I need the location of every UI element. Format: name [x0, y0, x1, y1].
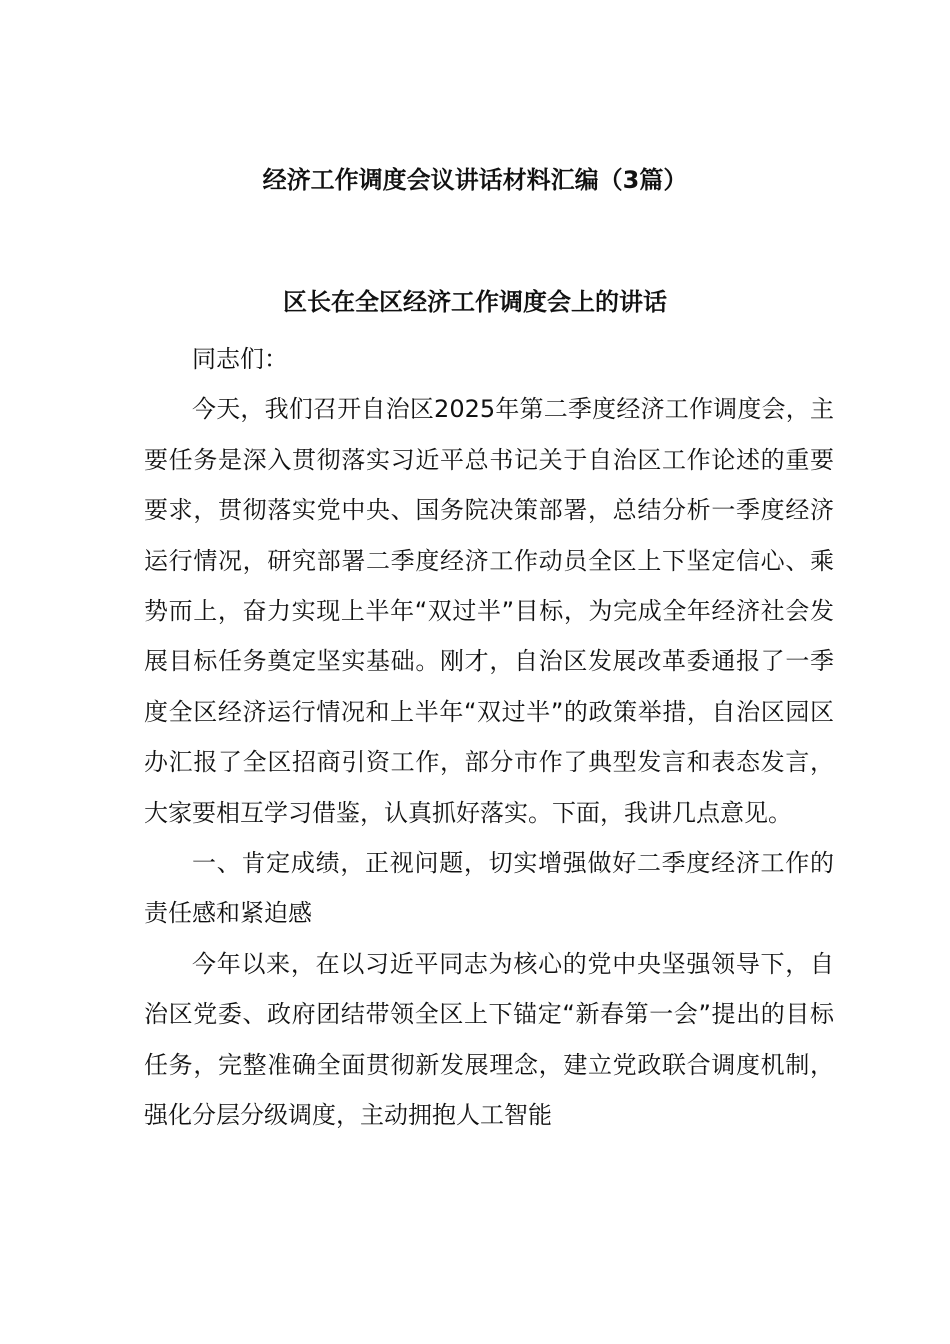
paragraph-section-1: 今年以来，在以习近平同志为核心的党中央坚强领导下，自治区党委、政府团结带领全区上下锚定“新春第一会”提出的目标任务，完整准确全面贯彻新发展理念，建立党政联合调度机制，强化分层分级调度，主动拥抱人工智能 [144, 949, 834, 1130]
speech-title: 区长在全区经济工作调度会上的讲话 [283, 288, 667, 316]
document-title: 经济工作调度会议讲话材料汇编（3篇） [262, 166, 688, 194]
paragraph-intro: 今天，我们召开自治区2025年第二季度经济工作调度会，主要任务是深入贯彻落实习近平总书记关于自治区工作论述的重要要求，贯彻落实党中央、国务院决策部署，总结分析一季度经济运行情况，研究部署二季度经济工作动员全区上下坚定信心、乘势而上，奋力实现上半年“双过半”目标，为完成全年经济社会发展目标任务奠定坚实基础。刚才，自治区发展改革委通报了一季度全区经济运行情况和上半年“双过半”的政策举措，自治区园区办汇报了全区招商引资工作，部分市作了典型发言和表态发言，大家要相互学习借鉴，认真抓好落实。下面，我讲几点意见。 [144, 395, 834, 827]
document-body [144, 334, 834, 1141]
salutation: 同志们： [192, 345, 288, 373]
section-heading-1: 一、肯定成绩，正视问题，切实增强做好二季度经济工作的责任感和紧迫感 [144, 849, 834, 928]
